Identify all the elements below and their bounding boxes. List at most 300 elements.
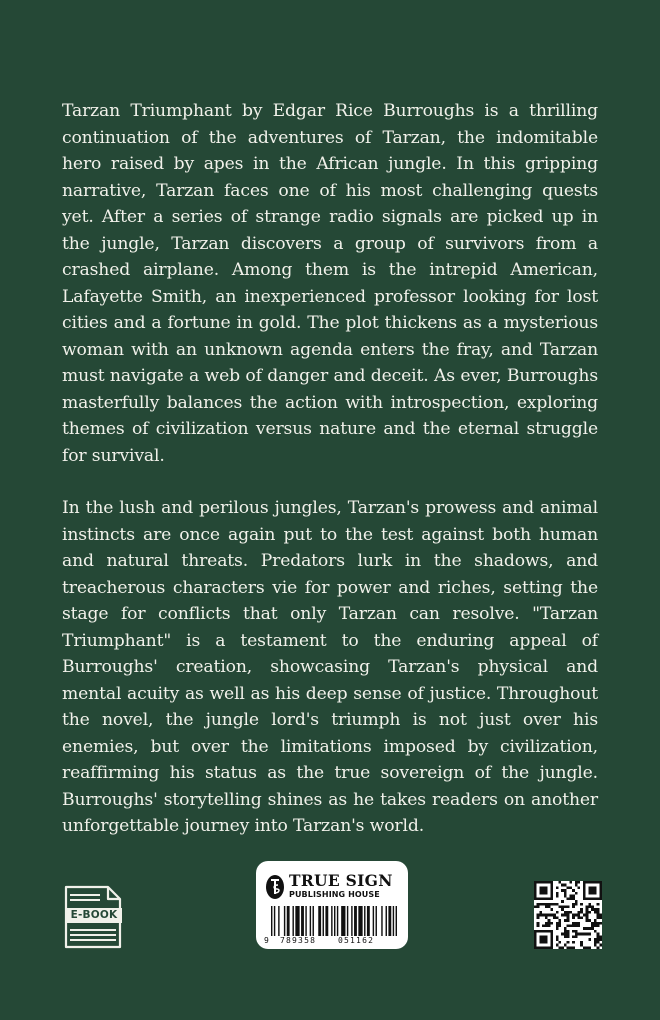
qr-module: [575, 884, 578, 887]
qr-module: [594, 881, 597, 884]
qr-module: [583, 895, 586, 898]
qr-module: [578, 922, 581, 925]
qr-module: [545, 930, 548, 933]
qr-module: [550, 892, 553, 895]
qr-module: [578, 881, 581, 884]
qr-module: [567, 933, 570, 936]
qr-module: [550, 897, 553, 900]
qr-module: [564, 895, 567, 898]
qr-module: [556, 916, 559, 919]
qr-module: [545, 946, 548, 949]
qr-module: [588, 886, 591, 889]
qr-module: [564, 905, 567, 908]
qr-module: [564, 919, 567, 922]
barcode-bar: [301, 906, 304, 936]
barcode-bar: [376, 906, 377, 936]
qr-module: [597, 941, 600, 944]
barcode-bar: [341, 906, 345, 936]
barcode-bar: [292, 906, 293, 936]
qr-module: [564, 933, 567, 936]
qr-module: [597, 922, 600, 925]
barcode-bar: [310, 906, 311, 936]
barcode-bar: [318, 906, 321, 936]
qr-module: [588, 938, 591, 941]
qr-module: [599, 892, 602, 895]
barcode-bar: [325, 906, 328, 936]
qr-module: [572, 925, 575, 928]
qr-module: [548, 946, 551, 949]
qr-module: [539, 889, 542, 892]
qr-module: [599, 889, 602, 892]
qr-module: [550, 895, 553, 898]
qr-module: [569, 911, 572, 914]
qr-module: [599, 916, 602, 919]
qr-module: [599, 897, 602, 900]
qr-module: [575, 930, 578, 933]
qr-module: [583, 946, 586, 949]
qr-module: [534, 938, 537, 941]
qr-module: [580, 908, 583, 911]
qr-module: [537, 925, 540, 928]
qr-module: [561, 889, 564, 892]
qr-module: [534, 930, 537, 933]
qr-module: [545, 905, 548, 908]
qr-module: [575, 900, 578, 903]
qr-module: [594, 911, 597, 914]
qr-module: [583, 889, 586, 892]
qr-module: [591, 927, 594, 930]
qr-module: [594, 886, 597, 889]
qr-module: [588, 946, 591, 949]
qr-module: [556, 903, 559, 906]
qr-module: [539, 946, 542, 949]
qr-module: [558, 922, 561, 925]
qr-module: [569, 897, 572, 900]
qr-module: [550, 933, 553, 936]
barcode-bar: [358, 906, 362, 936]
qr-module: [567, 919, 570, 922]
barcode-bar: [388, 906, 391, 936]
qr-module: [550, 903, 553, 906]
qr-module: [586, 911, 589, 914]
qr-module: [539, 911, 542, 914]
qr-module: [534, 889, 537, 892]
barcode-bar: [313, 906, 314, 936]
qr-module: [564, 892, 567, 895]
qr-module: [550, 938, 553, 941]
qr-module: [583, 933, 586, 936]
qr-module: [591, 925, 594, 928]
qr-module: [586, 946, 589, 949]
qr-module: [564, 911, 567, 914]
qr-module: [586, 919, 589, 922]
qr-module: [548, 919, 551, 922]
qr-module: [539, 930, 542, 933]
qr-module: [567, 897, 570, 900]
qr-module: [534, 935, 537, 938]
qr-module: [567, 946, 570, 949]
qr-module: [545, 916, 548, 919]
qr-module: [545, 938, 548, 941]
qr-module: [578, 916, 581, 919]
qr-module: [550, 930, 553, 933]
qr-module: [556, 944, 559, 947]
barcode-bar: [323, 906, 324, 936]
qr-module: [586, 914, 589, 917]
qr-module: [572, 946, 575, 949]
qr-module: [572, 895, 575, 898]
qr-module: [575, 892, 578, 895]
qr-module: [572, 930, 575, 933]
barcode-bar: [354, 906, 357, 936]
qr-module: [542, 897, 545, 900]
qr-module: [567, 886, 570, 889]
qr-module: [542, 914, 545, 917]
qr-module: [599, 886, 602, 889]
qr-module: [594, 930, 597, 933]
qr-module: [567, 916, 570, 919]
qr-module: [575, 925, 578, 928]
qr-module: [561, 905, 564, 908]
qr-module: [580, 903, 583, 906]
qr-module: [575, 935, 578, 938]
qr-module: [556, 935, 559, 938]
barcode-bar: [386, 906, 387, 936]
qr-module: [591, 897, 594, 900]
qr-module: [575, 922, 578, 925]
qr-module: [561, 908, 564, 911]
qr-module: [564, 884, 567, 887]
qr-module: [548, 897, 551, 900]
qr-module: [558, 919, 561, 922]
book-description: [62, 98, 598, 866]
qr-module: [567, 935, 570, 938]
qr-module: [594, 944, 597, 947]
qr-module: [556, 925, 559, 928]
qr-module: [537, 881, 540, 884]
qr-module: [561, 914, 564, 917]
qr-module: [567, 914, 570, 917]
qr-module: [588, 897, 591, 900]
barcode-bar: [373, 906, 374, 936]
qr-module: [545, 925, 548, 928]
qr-module: [597, 903, 600, 906]
qr-module: [572, 914, 575, 917]
qr-module: [537, 914, 540, 917]
qr-module: [567, 925, 570, 928]
qr-module: [548, 930, 551, 933]
qr-module: [550, 946, 553, 949]
qr-module: [561, 884, 564, 887]
barcode-bar: [396, 906, 397, 936]
qr-module: [548, 925, 551, 928]
qr-module: [591, 908, 594, 911]
qr-module: [542, 892, 545, 895]
qr-module: [583, 892, 586, 895]
isbn-group-1: 789358: [280, 936, 317, 945]
qr-module: [537, 922, 540, 925]
qr-module: [548, 881, 551, 884]
qr-module: [534, 905, 537, 908]
qr-module: [567, 905, 570, 908]
qr-module: [558, 881, 561, 884]
qr-module: [542, 935, 545, 938]
qr-module: [583, 884, 586, 887]
qr-module: [588, 903, 591, 906]
barcode-bar: [284, 906, 285, 936]
qr-module: [534, 941, 537, 944]
qr-module: [545, 897, 548, 900]
qr-module: [580, 941, 583, 944]
barcode-bar: [287, 906, 290, 936]
qr-module: [542, 938, 545, 941]
qr-module: [591, 892, 594, 895]
qr-module: [597, 908, 600, 911]
barcode-bar: [347, 906, 348, 936]
qr-module: [594, 925, 597, 928]
qr-module: [567, 911, 570, 914]
qr-module: [534, 881, 537, 884]
qr-module: [545, 941, 548, 944]
qr-module: [588, 919, 591, 922]
qr-module: [545, 922, 548, 925]
qr-module: [586, 897, 589, 900]
qr-module: [567, 941, 570, 944]
qr-module: [580, 911, 583, 914]
isbn-lead-digit: 9: [264, 936, 269, 945]
qr-module: [558, 941, 561, 944]
qr-module: [591, 922, 594, 925]
qr-module: [599, 881, 602, 884]
qr-module: [558, 946, 561, 949]
qr-module: [588, 892, 591, 895]
qr-module: [591, 881, 594, 884]
qr-module: [586, 933, 589, 936]
qr-module: [594, 938, 597, 941]
qr-module: [550, 935, 553, 938]
qr-module: [586, 927, 589, 930]
qr-module: [569, 925, 572, 928]
qr-module: [597, 916, 600, 919]
barcode-bar: [274, 906, 275, 936]
qr-module: [539, 938, 542, 941]
qr-module: [545, 914, 548, 917]
qr-module: [594, 919, 597, 922]
qr-module: [586, 916, 589, 919]
qr-module: [578, 925, 581, 928]
qr-module: [550, 944, 553, 947]
qr-module: [534, 895, 537, 898]
barcode-bar: [364, 906, 365, 936]
qr-module: [534, 944, 537, 947]
qr-module: [556, 938, 559, 941]
qr-module: [534, 892, 537, 895]
qr-module: [586, 905, 589, 908]
barcode-bar: [334, 906, 335, 936]
qr-module: [550, 908, 553, 911]
qr-module: [594, 897, 597, 900]
qr-module: [539, 941, 542, 944]
qr-module: [534, 933, 537, 936]
qr-module: [553, 916, 556, 919]
qr-module: [542, 889, 545, 892]
qr-module: [545, 881, 548, 884]
qr-code: [534, 881, 602, 949]
qr-module: [583, 886, 586, 889]
qr-module: [572, 922, 575, 925]
qr-module: [572, 903, 575, 906]
publisher-barcode-card: [256, 861, 408, 949]
qr-module: [572, 941, 575, 944]
qr-module: [599, 895, 602, 898]
qr-module: [548, 905, 551, 908]
qr-module: [564, 927, 567, 930]
qr-module: [542, 925, 545, 928]
qr-module: [588, 889, 591, 892]
qr-module: [550, 941, 553, 944]
qr-module: [542, 886, 545, 889]
qr-module: [550, 884, 553, 887]
qr-module: [594, 889, 597, 892]
qr-module: [539, 914, 542, 917]
qr-module: [556, 895, 559, 898]
qr-module: [537, 905, 540, 908]
qr-module: [580, 944, 583, 947]
qr-module: [542, 946, 545, 949]
qr-module: [542, 903, 545, 906]
qr-module: [569, 886, 572, 889]
qr-module: [599, 938, 602, 941]
ebook-label: E-BOOK: [66, 908, 122, 923]
qr-module: [545, 935, 548, 938]
qr-module: [597, 911, 600, 914]
qr-module: [548, 903, 551, 906]
isbn-group-2: 051162: [338, 936, 375, 945]
qr-module: [572, 905, 575, 908]
qr-module: [583, 927, 586, 930]
qr-module: [548, 914, 551, 917]
qr-module: [583, 881, 586, 884]
qr-module: [599, 935, 602, 938]
qr-module: [591, 889, 594, 892]
qr-module: [588, 905, 591, 908]
qr-module: [575, 903, 578, 906]
qr-module: [537, 930, 540, 933]
qr-module: [550, 914, 553, 917]
qr-module: [564, 935, 567, 938]
qr-module: [537, 916, 540, 919]
qr-module: [545, 903, 548, 906]
qr-module: [597, 938, 600, 941]
qr-module: [588, 881, 591, 884]
barcode-bar: [305, 906, 306, 936]
publisher-name: TRUE SIGN: [289, 871, 393, 890]
qr-module: [556, 886, 559, 889]
qr-module: [550, 886, 553, 889]
qr-module: [594, 922, 597, 925]
qr-module: [591, 886, 594, 889]
ebook-badge: [62, 885, 124, 949]
qr-module: [578, 911, 581, 914]
qr-module: [599, 914, 602, 917]
qr-module: [564, 889, 567, 892]
barcode: [271, 906, 397, 936]
publisher-subtitle: PUBLISHING HOUSE: [289, 890, 380, 899]
qr-module: [594, 892, 597, 895]
qr-module: [537, 897, 540, 900]
barcode-bar: [367, 906, 370, 936]
qr-module: [578, 914, 581, 917]
barcode-bar: [351, 906, 352, 936]
qr-module: [548, 922, 551, 925]
qr-module: [575, 881, 578, 884]
qr-module: [539, 897, 542, 900]
barcode-bar: [381, 906, 382, 936]
qr-module: [556, 922, 559, 925]
qr-module: [597, 925, 600, 928]
qr-module: [572, 935, 575, 938]
barcode-bar: [271, 906, 272, 936]
barcode-bar: [393, 906, 394, 936]
qr-module: [537, 903, 540, 906]
qr-module: [564, 914, 567, 917]
qr-module: [586, 908, 589, 911]
qr-module: [550, 881, 553, 884]
barcode-bar: [278, 906, 279, 936]
qr-module: [553, 914, 556, 917]
qr-module: [578, 933, 581, 936]
qr-module: [597, 933, 600, 936]
qr-module: [599, 922, 602, 925]
qr-module: [567, 930, 570, 933]
qr-module: [539, 886, 542, 889]
qr-module: [599, 884, 602, 887]
qr-module: [534, 886, 537, 889]
qr-module: [597, 935, 600, 938]
qr-module: [578, 886, 581, 889]
qr-module: [569, 946, 572, 949]
qr-module: [550, 922, 553, 925]
barcode-bar: [295, 906, 299, 936]
qr-module: [597, 881, 600, 884]
qr-module: [594, 908, 597, 911]
qr-module: [539, 881, 542, 884]
qr-module: [583, 897, 586, 900]
qr-module: [545, 889, 548, 892]
qr-module: [556, 892, 559, 895]
qr-module: [561, 933, 564, 936]
qr-module: [597, 897, 600, 900]
qr-module: [539, 903, 542, 906]
qr-module: [580, 933, 583, 936]
qr-module: [575, 933, 578, 936]
qr-module: [586, 881, 589, 884]
qr-module: [597, 946, 600, 949]
qr-module: [534, 884, 537, 887]
qr-module: [597, 914, 600, 917]
qr-module: [545, 886, 548, 889]
publisher-logo-icon: [265, 874, 285, 900]
description-paragraph-2: In the lush and perilous jungles, Tarzan's prowess and animal instincts are once again put to the test against both human and natural threats. Predators lurk in the shadows, and treacherous characters vie for power and riches, setting the stage for conflicts that only Tarzan can resolve. "Tarzan Triumphant" is a testament to the enduring appeal of Burroughs' creation, showcasing Tarzan's physical and mental acuity as well as his deep sense of justice. Throughout the novel, the jungle lord's triumph is not just over his enemies, but over the limitations imposed by civilization, reaffirming his status as the true sovereign of the jungle. Burroughs' storytelling shines as he takes readers on another unforgettable journey into Tarzan's world.: [62, 498, 598, 836]
qr-module: [556, 927, 559, 930]
qr-module: [588, 933, 591, 936]
qr-module: [542, 881, 545, 884]
qr-module: [564, 930, 567, 933]
qr-module: [534, 946, 537, 949]
qr-module: [561, 946, 564, 949]
barcode-bar: [331, 906, 332, 936]
qr-module: [545, 892, 548, 895]
